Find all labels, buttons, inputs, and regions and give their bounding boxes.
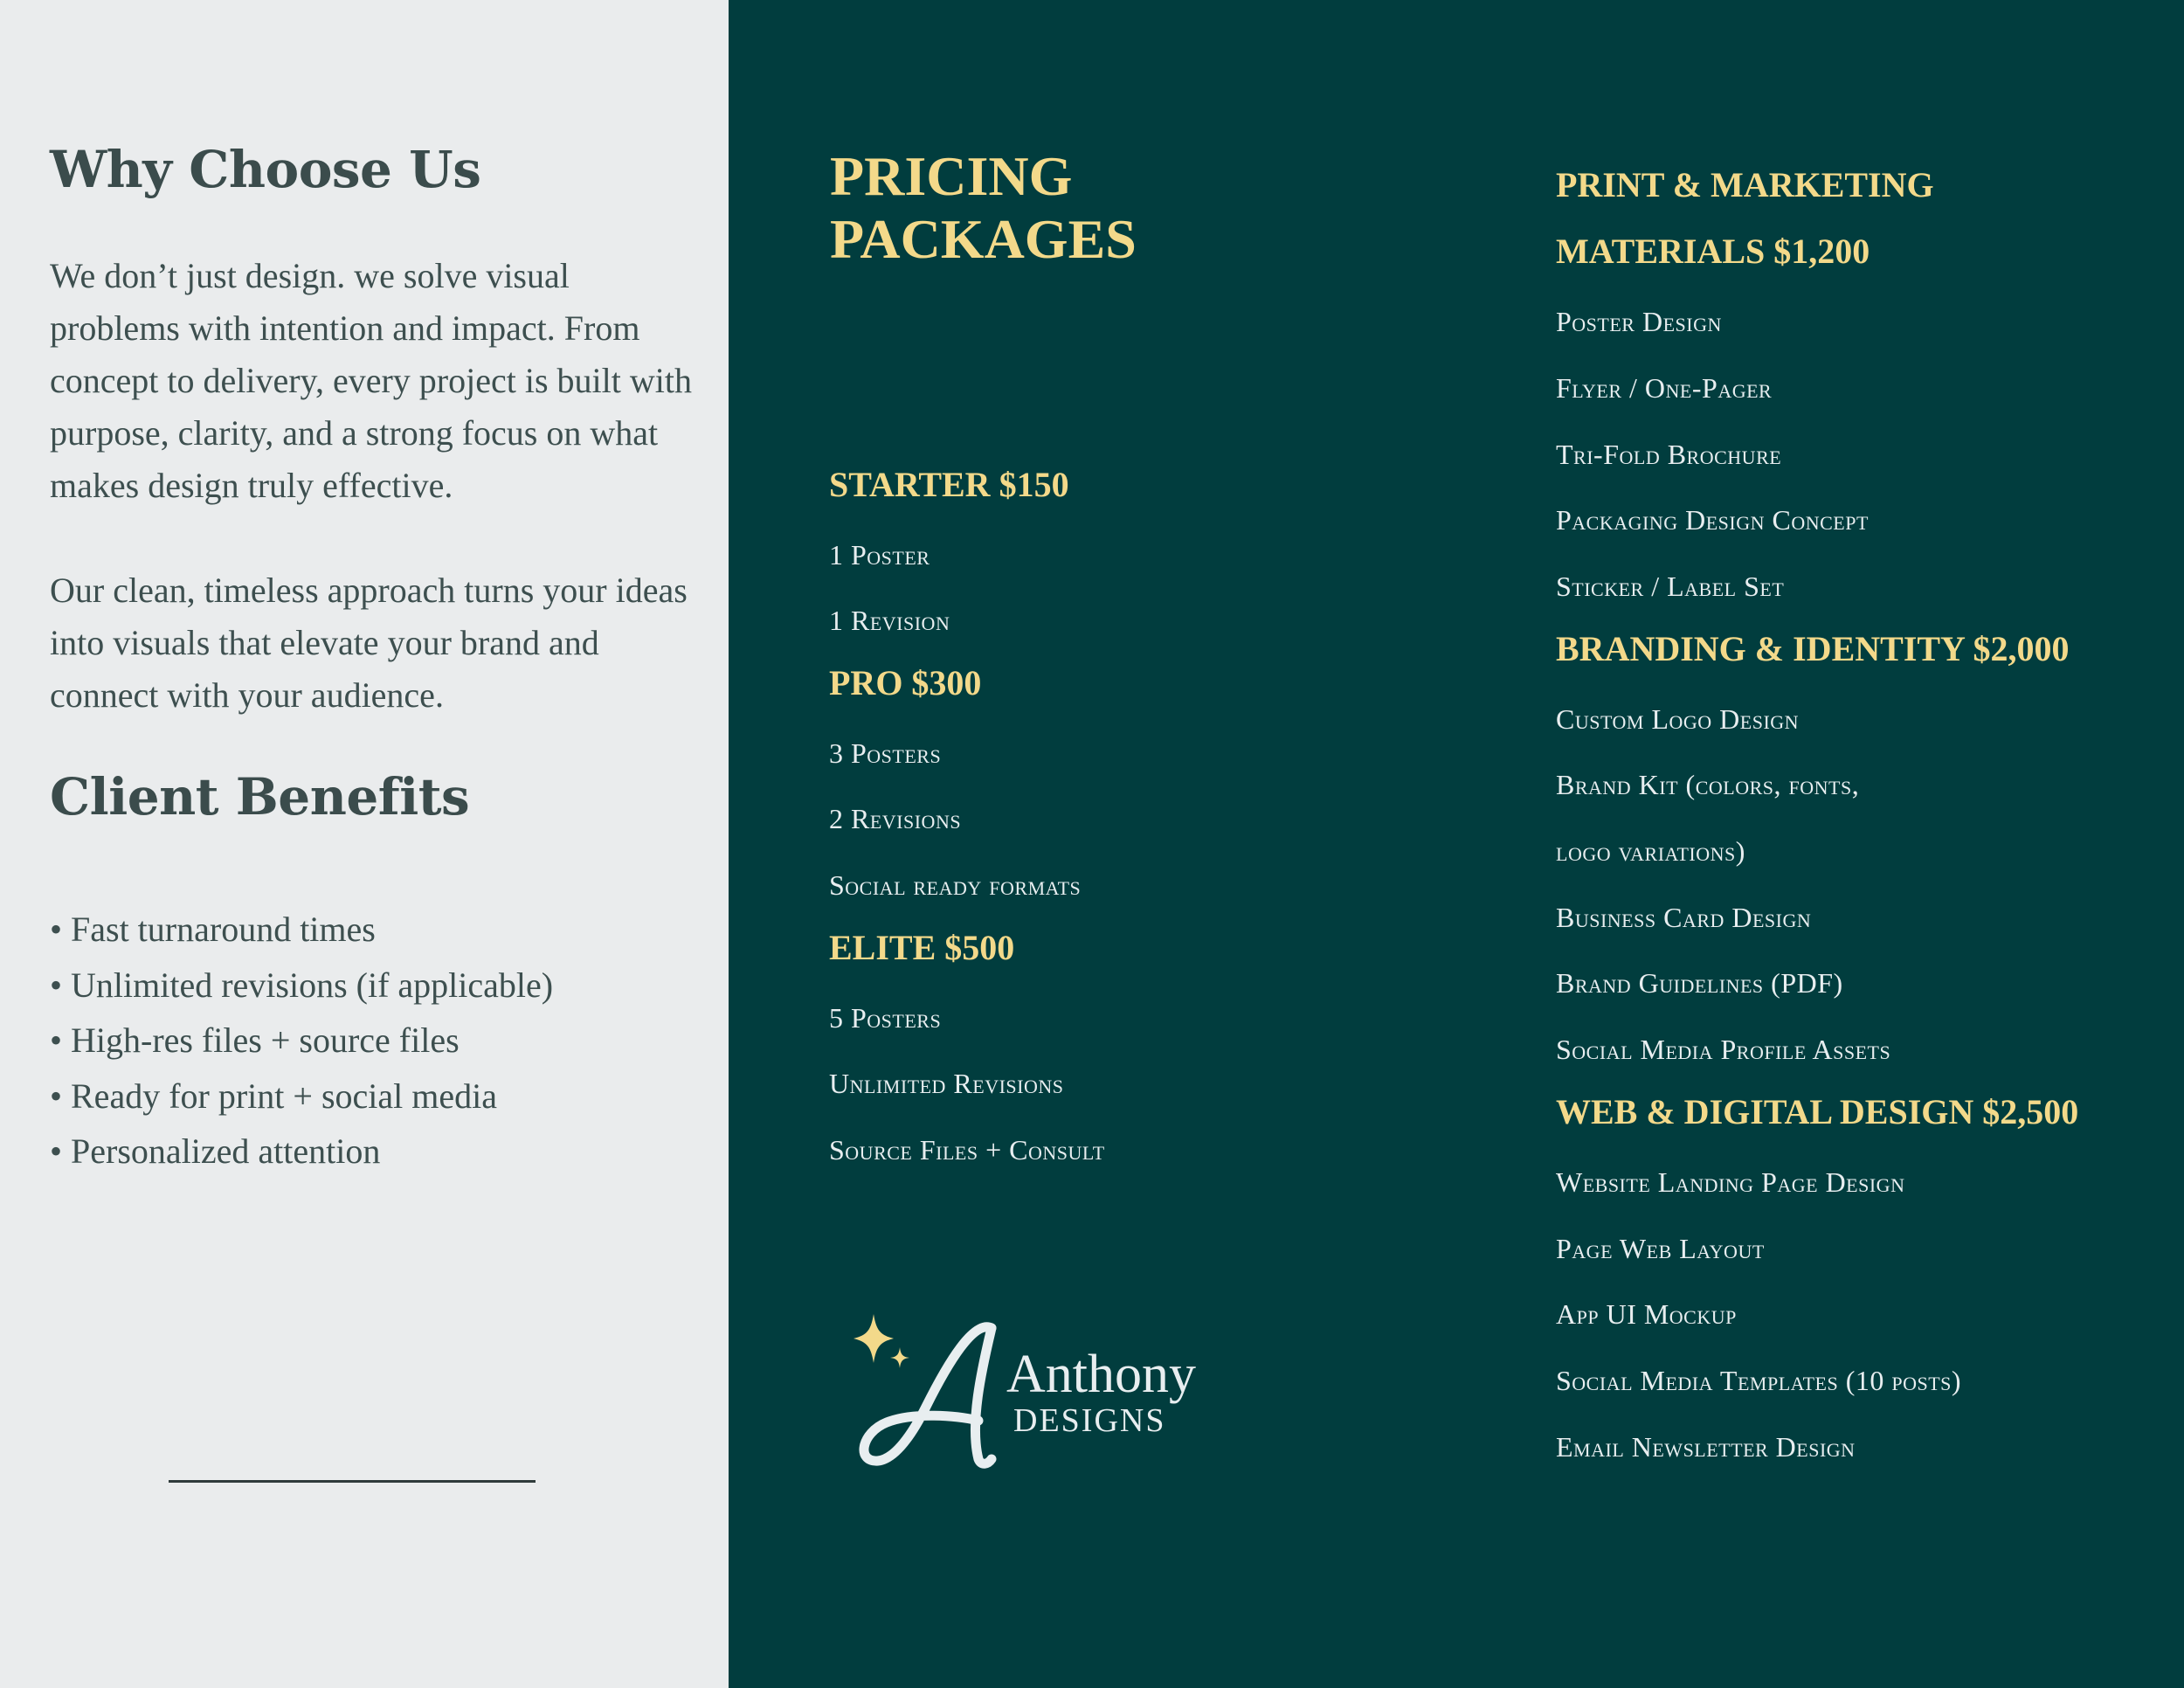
pro-package-title: PRO $300 [829, 663, 982, 702]
list-item: • High-res files + source files [50, 1020, 460, 1060]
web-digital-title: WEB & DIGITAL DESIGN $2,500 [1556, 1092, 2079, 1131]
list-item: • Fast turnaround times [50, 910, 376, 949]
list-item: logo variations) [1556, 835, 1745, 867]
benefits-list [50, 902, 553, 1180]
list-item: Poster Design [1556, 306, 1722, 337]
list-item: App UI Mockup [1556, 1298, 1737, 1330]
list-item: Tri-Fold Brochure [1556, 439, 1782, 470]
list-item: 2 Revisions [829, 803, 962, 834]
list-item: Brand Kit (colors, fonts, [1556, 769, 1860, 800]
list-item: Page Web Layout [1556, 1233, 1765, 1264]
client-benefits-heading: Client Benefits [50, 767, 470, 827]
signature-line-divider [169, 1480, 536, 1483]
list-item: Brand Guidelines (PDF) [1556, 967, 1843, 999]
list-item: Website Landing Page Design [1556, 1166, 1905, 1198]
list-item: 5 Posters [829, 1002, 942, 1034]
list-item: Business Card Design [1556, 902, 1812, 933]
branding-identity-title: BRANDING & IDENTITY $2,000 [1556, 629, 2070, 668]
elite-package-title: ELITE $500 [829, 928, 1015, 967]
logo-wordmark: Anthony [1006, 1345, 1196, 1404]
list-item: 3 Posters [829, 737, 942, 769]
list-item: Source Files + Consult [829, 1134, 1105, 1166]
list-item: Flyer / One-Pager [1556, 372, 1773, 404]
list-item: • Personalized attention [50, 1131, 381, 1171]
pricing-title-line-2: PACKAGES [830, 208, 1137, 270]
logo-subtitle: DESIGNS [1013, 1402, 1166, 1439]
list-item: • Ready for print + social media [50, 1076, 497, 1116]
pricing-title-line-1: PRICING [830, 145, 1073, 207]
list-item: Custom Logo Design [1556, 703, 1800, 735]
list-item: Email Newsletter Design [1556, 1431, 1856, 1463]
list-item: Sticker / Label Set [1556, 571, 1785, 602]
print-marketing-title-line-2: MATERIALS $1,200 [1556, 232, 1870, 271]
list-item: Social Media Templates (10 posts) [1556, 1365, 1962, 1396]
list-item: 1 Poster [829, 539, 930, 571]
why-choose-us-heading: Why Choose Us [50, 140, 481, 199]
list-item: Social Media Profile Assets [1556, 1034, 1891, 1065]
list-item: Unlimited Revisions [829, 1068, 1064, 1099]
print-marketing-title-line-1: PRINT & MARKETING [1556, 165, 1934, 204]
pricing-title [830, 145, 1137, 271]
list-item: Packaging Design Concept [1556, 504, 1869, 536]
why-paragraph-1: We don’t just design. we solve visual problems with intention and impact. From concept to delivery, every project is built with purpose, clarity, and a strong focus on what makes design truly effective. [50, 256, 692, 505]
list-item: • Unlimited revisions (if applicable) [50, 965, 554, 1005]
starter-package-title: STARTER $150 [829, 465, 1069, 504]
list-item: 1 Revision [829, 605, 950, 636]
list-item: Social ready formats [829, 869, 1082, 901]
why-paragraph-2: Our clean, timeless approach turns your ideas into visuals that elevate your brand and connect with your audience. [50, 571, 688, 715]
